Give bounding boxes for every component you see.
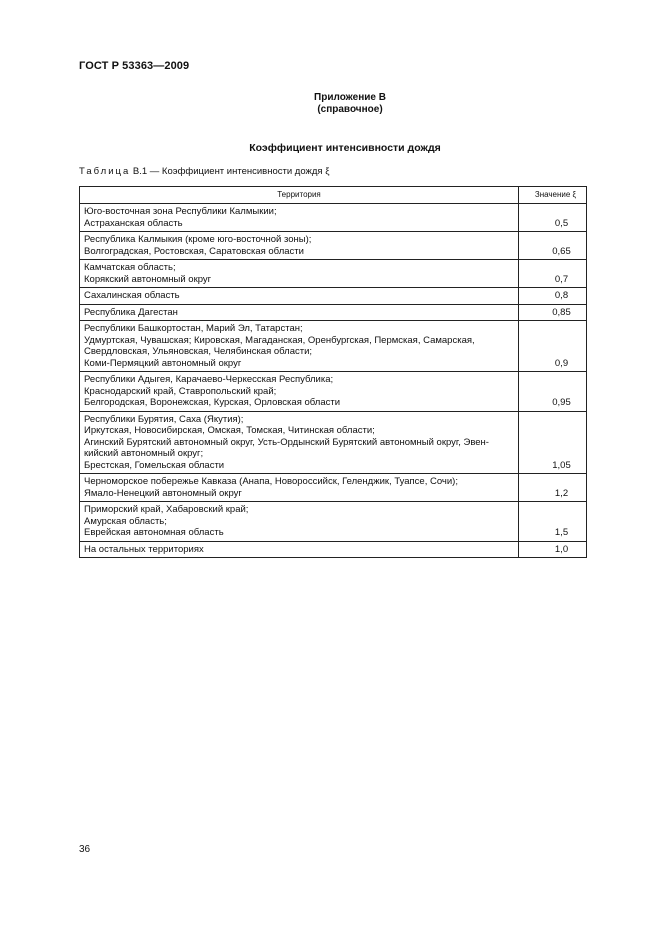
table-row <box>80 304 587 321</box>
territory-line: Агинский Бурятский автономный округ, Усть-Ордынский Бурятский автономный округ, Эвен- <box>84 436 489 448</box>
value-cell: 1,0 <box>519 541 587 558</box>
column-header-territory: Территория <box>80 187 519 204</box>
territory-line: Камчатская область; <box>84 262 176 273</box>
value-cell: 1,5 <box>519 502 587 542</box>
table-body <box>80 204 587 558</box>
territory-line: Волгоградская, Ростовская, Саратовская области <box>84 245 304 257</box>
territory-line: Корякский автономный округ <box>84 273 212 285</box>
value-cell: 1,2 <box>519 474 587 502</box>
table-row <box>80 411 587 474</box>
table-header-row <box>80 187 587 204</box>
territory-line: Амурская область; <box>84 515 167 527</box>
table-caption <box>79 166 329 177</box>
territory-line: Республики Бурятия, Саха (Якутия); <box>84 413 244 425</box>
table-row <box>80 502 587 542</box>
territory-line: Коми-Пермяцкий автономный округ <box>84 357 242 369</box>
table-row <box>80 372 587 412</box>
territory-line: Брестская, Гомельская области <box>84 459 225 471</box>
territory-cell <box>80 372 519 412</box>
value-cell: 0,85 <box>519 304 587 321</box>
territory-line: Юго-восточная зона Республики Калмыкии; <box>84 206 277 217</box>
territory-cell <box>80 260 519 288</box>
territory-line: Свердловская, Ульяновская, Челябинская области; <box>84 346 313 357</box>
territory-cell <box>80 502 519 542</box>
territory-line: Сахалинская область <box>84 290 180 301</box>
territory-line: На остальных территориях <box>84 543 204 555</box>
table-row <box>80 541 587 558</box>
territory-cell <box>80 304 519 321</box>
territory-line: Республики Адыгея, Карачаево-Черкесская Республика; <box>84 374 334 385</box>
territory-line: Краснодарский край, Ставропольский край; <box>84 385 277 397</box>
territory-line: Республика Калмыкия (кроме юго-восточной зоны); <box>84 234 312 245</box>
territory-line: Еврейская автономная область <box>84 527 224 538</box>
value-cell: 0,8 <box>519 288 587 305</box>
table-row <box>80 260 587 288</box>
territory-line: Ямало-Ненецкий автономный округ <box>84 487 242 499</box>
value-cell: 1,05 <box>519 411 587 474</box>
standard-code: ГОСТ Р 53363—2009 <box>79 60 190 72</box>
territory-line: Республики Башкортостан, Марий Эл, Татарстан; <box>84 323 303 334</box>
page-number: 36 <box>79 844 91 855</box>
territory-cell <box>80 288 519 305</box>
territory-line: Астраханская область <box>84 217 183 229</box>
territory-line: кийский автономный округ; <box>84 448 204 459</box>
value-cell: 0,65 <box>519 232 587 260</box>
table-caption-prefix: Таблица <box>79 166 131 177</box>
table-row <box>80 232 587 260</box>
territory-cell <box>80 321 519 372</box>
table-row <box>80 321 587 372</box>
value-cell: 0,95 <box>519 372 587 412</box>
appendix-title: Приложение В <box>314 92 386 103</box>
territory-line: Приморский край, Хабаровский край; <box>84 504 249 515</box>
table-row <box>80 288 587 305</box>
value-cell: 0,5 <box>519 204 587 232</box>
value-cell: 0,7 <box>519 260 587 288</box>
territory-cell <box>80 474 519 502</box>
table-caption-text: В.1 — Коэффициент интенсивности дождя ξ <box>130 166 330 177</box>
territory-cell <box>80 411 519 474</box>
value-cell: 0,9 <box>519 321 587 372</box>
territory-line: Черноморское побережье Кавказа (Анапа, Новороссийск, Геленджик, Туапсе, Сочи); <box>84 476 458 487</box>
territory-cell <box>80 232 519 260</box>
territory-line: Белгородская, Воронежская, Курская, Орловская области <box>84 397 341 408</box>
column-header-value: Значение ξ <box>519 187 587 204</box>
section-heading: Коэффициент интенсивности дождя <box>249 142 441 154</box>
territory-line: Республика Дагестан <box>84 306 178 318</box>
table-row <box>80 204 587 232</box>
territory-line: Удмуртская, Чувашская; Кировская, Магаданская, Оренбургская, Пермская, Самарская, <box>84 334 475 346</box>
territory-cell <box>80 204 519 232</box>
appendix-heading <box>250 92 450 116</box>
territory-cell <box>80 541 519 558</box>
table-row <box>80 474 587 502</box>
territory-line: Иркутская, Новосибирская, Омская, Томская, Читинская области; <box>84 425 375 436</box>
appendix-subtitle: (справочное) <box>317 104 383 115</box>
rain-intensity-table <box>79 186 587 558</box>
